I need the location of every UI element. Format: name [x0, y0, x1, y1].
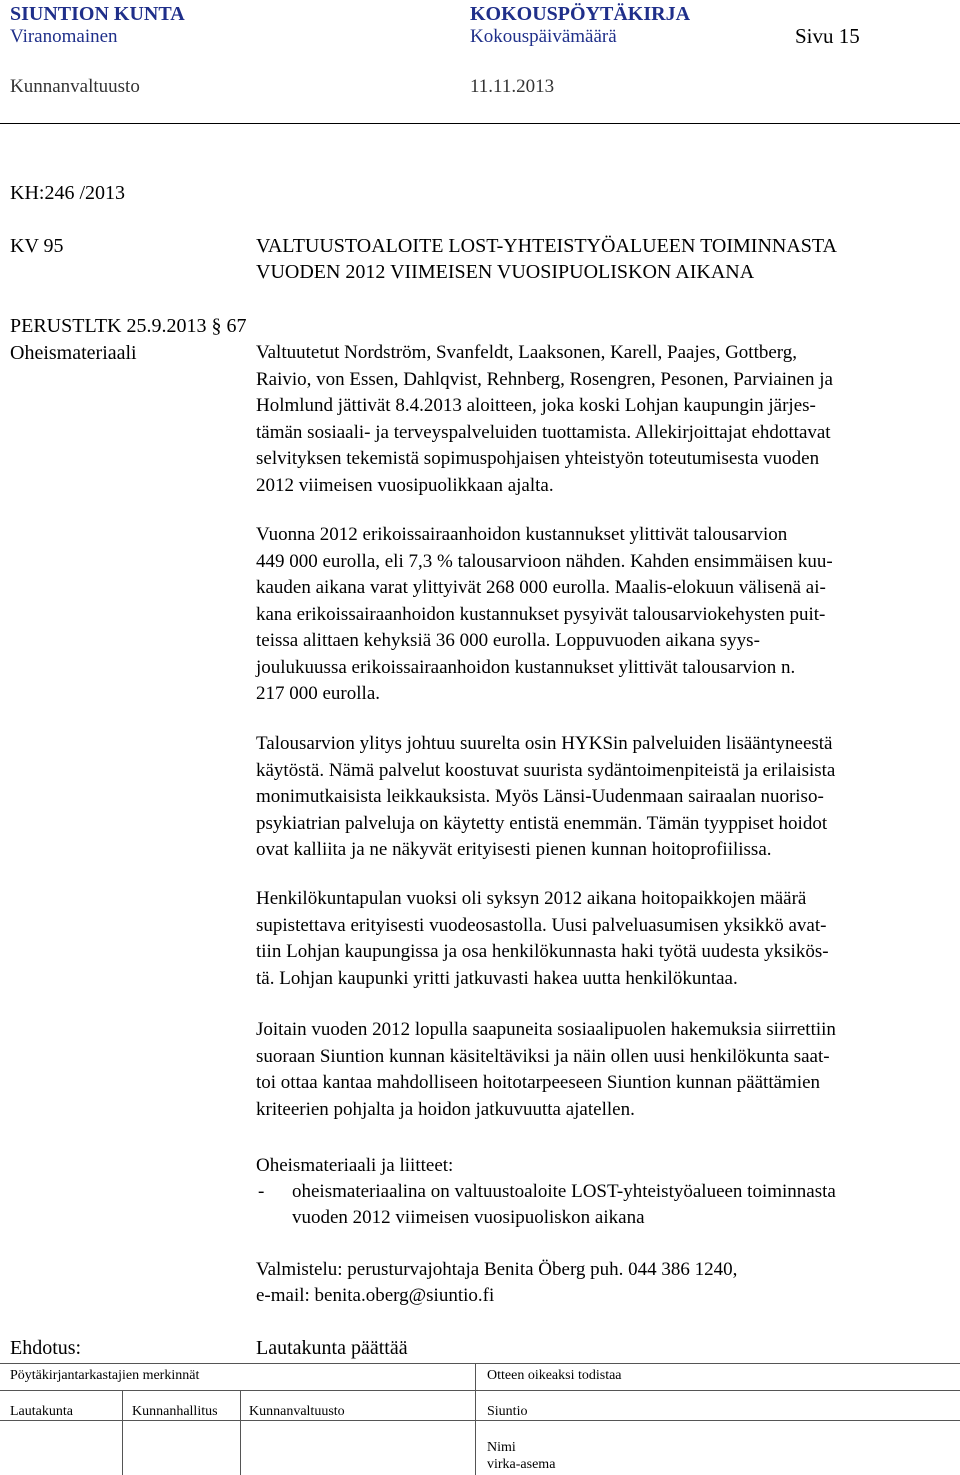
kv-number: KV 95: [10, 235, 64, 257]
name-label: Nimi: [487, 1440, 516, 1455]
text-line: ovat kalliita ja ne näkyvät erityisesti pienen kunnan hoitoprofiilissa.: [256, 839, 772, 860]
proposal-label: Ehdotus:: [10, 1337, 82, 1359]
header-divider: [0, 123, 960, 124]
attachment-item-line-1: oheismateriaalina on valtuustoaloite LOST-yhteistyöalueen toiminnasta: [292, 1181, 836, 1202]
paragraph-3: [256, 731, 946, 864]
authority-label: Viranomainen: [10, 26, 118, 47]
authority-name: Kunnanvaltuusto: [10, 76, 140, 97]
reviewers-label: Pöytäkirjantarkastajien merkinnät: [10, 1368, 200, 1383]
text-line: kana erikoissairaanhoidon kustannukset pysyivät talousarviokehysten puit-: [256, 603, 826, 625]
kh-number: KH:246 /2013: [10, 182, 125, 204]
text-line: kriteerien pohjalta ja hoidon jatkuvuutta ajatellen.: [256, 1098, 635, 1120]
kunnanvaltuusto-label: Kunnanvaltuusto: [249, 1404, 345, 1419]
meeting-date: 11.11.2013: [470, 76, 555, 97]
footer-top-rule: [0, 1363, 960, 1364]
text-line: Joitain vuoden 2012 lopulla saapuneita sosiaalipuolen hakemuksia siirrettiin: [256, 1019, 836, 1040]
preparer-line-1: Valmistelu: perusturvajohtaja Benita Öberg puh. 044 386 1240,: [256, 1259, 738, 1280]
text-line: monimutkaisista leikkauksista. Myös Länsi-Uudenmaan sairaalan nuoriso-: [256, 786, 824, 807]
document-type: KOKOUSPÖYTÄKIRJA: [470, 3, 691, 25]
text-line: 217 000 eurolla.: [256, 683, 381, 704]
text-line: Raivio, von Essen, Dahlqvist, Rehnberg, Rosengren, Pesonen, Parviainen ja: [256, 368, 833, 390]
position-label: virka-asema: [487, 1457, 556, 1472]
paragraph-5: [256, 1017, 946, 1123]
proposal-text: Lautakunta päättää: [256, 1337, 408, 1359]
item-title-line-2: VUODEN 2012 VIIMEISEN VUOSIPUOLISKON AIKANA: [256, 261, 755, 283]
footer-col-divider-1: [122, 1390, 123, 1475]
paragraph-4: [256, 886, 946, 992]
text-line: supistettava erityisesti vuodeosastolla. Uusi palveluasumisen yksikkö avat-: [256, 914, 827, 936]
paragraph-1: [256, 340, 946, 499]
text-line: käytöstä. Nämä palvelut koostuvat suurista sydäntoimenpiteistä ja erilaisista: [256, 759, 836, 781]
text-line: joulukuussa erikoissairaanhoidon kustannukset ylittivät talousarvion n.: [256, 656, 796, 678]
item-title-line-1: VALTUUSTOALOITE LOST-YHTEISTYÖALUEEN TOIMINNASTA: [256, 235, 837, 257]
certified-label: Otteen oikeaksi todistaa: [487, 1368, 622, 1383]
page-number: Sivu 15: [795, 24, 860, 48]
siuntio-label: Siuntio: [487, 1404, 528, 1419]
text-line: tiin Lohjan kaupungissa ja osa henkilökunnasta haki työtä uudesta yksikös-: [256, 941, 829, 962]
text-line: tämän sosiaali- ja terveyspalveluiden tuottamista. Allekirjoittajat ehdottavat: [256, 421, 831, 443]
perustltk-reference: PERUSTLTK 25.9.2013 § 67: [10, 315, 247, 337]
text-line: toi ottaa kantaa mahdolliseen hoitotarpeeseen Siuntion kunnan päättämien: [256, 1072, 821, 1093]
text-line: Holmlund jättivät 8.4.2013 aloitteen, joka koski Lohjan kaupungin järjes-: [256, 395, 816, 416]
attachments-heading: Oheismateriaali ja liitteet:: [256, 1155, 454, 1176]
text-line: teissa alittaen kehyksiä 36 000 eurolla. Loppuvuoden aikana syys-: [256, 630, 760, 651]
text-line: Henkilökuntapulan vuoksi oli syksyn 2012 aikana hoitopaikkojen määrä: [256, 888, 807, 909]
text-line: kauden aikana varat ylittyivät 268 000 eurolla. Maalis-elokuun välisenä ai-: [256, 577, 826, 598]
text-line: tä. Lohjan kaupunki yritti jatkuvasti hakea uutta henkilökuntaa.: [256, 967, 738, 989]
text-line: suoraan Siuntion kunnan käsiteltäviksi ja näin ollen uusi henkilökunta saat-: [256, 1045, 830, 1067]
org-name: SIUNTION KUNTA: [10, 3, 185, 25]
paragraph-2: [256, 522, 946, 708]
meeting-date-label: Kokouspäivämäärä: [470, 26, 617, 47]
text-line: Valtuutetut Nordström, Svanfeldt, Laaksonen, Karell, Paajes, Gottberg,: [256, 342, 798, 363]
attachment-item-line-2: vuoden 2012 viimeisen vuosipuoliskon aikana: [292, 1207, 645, 1228]
footer-sign-rule-1: [0, 1420, 960, 1421]
text-line: Talousarvion ylitys johtuu suurelta osin HYKSin palveluiden lisääntyneestä: [256, 733, 833, 754]
attachment-bullet: -: [258, 1181, 265, 1202]
text-line: 2012 viimeisen vuosipuolikkaan ajalta.: [256, 474, 554, 496]
text-line: Vuonna 2012 erikoissairaanhoidon kustannukset ylittivät talousarvion: [256, 524, 788, 545]
text-line: 449 000 eurolla, eli 7,3 % talousarvioon nähden. Kahden ensimmäisen kuu-: [256, 550, 833, 572]
text-line: selvityksen tekemistä sopimuspohjaisen yhteistyön toteutumisesta vuoden: [256, 448, 820, 469]
footer-col-divider-2: [240, 1390, 241, 1475]
oheismateriaali-label: Oheismateriaali: [10, 342, 137, 364]
footer-divider: [475, 1363, 476, 1475]
preparer-email[interactable]: e-mail: benita.oberg@siuntio.fi: [256, 1285, 495, 1306]
text-line: psykiatrian palveluja on käytetty entistä enemmän. Tämän tyyppiset hoidot: [256, 812, 828, 834]
footer-mid-rule: [0, 1390, 960, 1391]
kunnanhallitus-label: Kunnanhallitus: [132, 1404, 218, 1419]
lautakunta-label: Lautakunta: [10, 1404, 73, 1419]
